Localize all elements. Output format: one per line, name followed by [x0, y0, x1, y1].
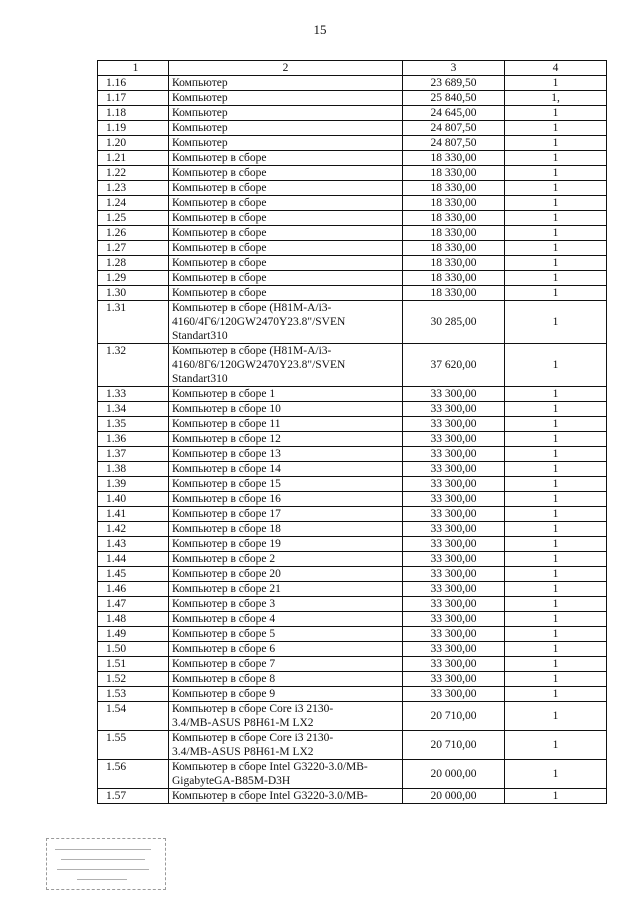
row-number-cell: 1.41 [98, 507, 169, 522]
page-number: 15 [313, 22, 327, 37]
table-row [98, 687, 607, 702]
quantity-cell: 1 [505, 672, 607, 687]
row-number-cell: 1.26 [98, 226, 169, 241]
table-row [98, 477, 607, 492]
item-name-cell: Компьютер в сборе 20 [169, 567, 403, 582]
row-number-cell: 1.44 [98, 552, 169, 567]
price-cell: 33 300,00 [403, 522, 505, 537]
table-row [98, 106, 607, 121]
quantity-cell: 1 [505, 627, 607, 642]
row-number-cell: 1.52 [98, 672, 169, 687]
table-row [98, 462, 607, 477]
price-cell: 24 645,00 [403, 106, 505, 121]
price-cell: 20 000,00 [403, 789, 505, 804]
column-header-4: 4 [505, 61, 607, 76]
table-row [98, 642, 607, 657]
price-cell: 33 300,00 [403, 582, 505, 597]
column-header-2: 2 [169, 61, 403, 76]
price-cell: 33 300,00 [403, 672, 505, 687]
row-number-cell: 1.23 [98, 181, 169, 196]
row-number-cell: 1.17 [98, 91, 169, 106]
row-number-cell: 1.40 [98, 492, 169, 507]
quantity-cell: 1 [505, 462, 607, 477]
quantity-cell: 1 [505, 537, 607, 552]
table-row [98, 612, 607, 627]
item-name-cell: Компьютер [169, 136, 403, 151]
table-row [98, 567, 607, 582]
item-name-cell: Компьютер в сборе [169, 181, 403, 196]
item-name-cell: Компьютер в сборе 9 [169, 687, 403, 702]
quantity-cell: 1 [505, 271, 607, 286]
price-cell: 33 300,00 [403, 687, 505, 702]
price-cell: 33 300,00 [403, 627, 505, 642]
price-cell: 33 300,00 [403, 657, 505, 672]
item-name-cell: Компьютер в сборе 12 [169, 432, 403, 447]
row-number-cell: 1.46 [98, 582, 169, 597]
price-cell: 33 300,00 [403, 432, 505, 447]
price-cell: 33 300,00 [403, 507, 505, 522]
row-number-cell: 1.57 [98, 789, 169, 804]
quantity-cell: 1 [505, 136, 607, 151]
row-number-cell: 1.21 [98, 151, 169, 166]
quantity-cell: 1 [505, 121, 607, 136]
row-number-cell: 1.49 [98, 627, 169, 642]
item-name-cell: Компьютер в сборе (H81M-A/i3- 4160/4Г6/120GW2470Y23.8"/SVEN Standart310 [169, 301, 403, 344]
quantity-cell: 1 [505, 196, 607, 211]
quantity-cell: 1 [505, 567, 607, 582]
row-number-cell: 1.53 [98, 687, 169, 702]
price-cell: 20 000,00 [403, 760, 505, 789]
row-number-cell: 1.45 [98, 567, 169, 582]
row-number-cell: 1.16 [98, 76, 169, 91]
table-row [98, 271, 607, 286]
price-cell: 24 807,50 [403, 136, 505, 151]
table-row [98, 196, 607, 211]
table-row [98, 702, 607, 731]
table-row [98, 136, 607, 151]
price-cell: 25 840,50 [403, 91, 505, 106]
item-name-cell: Компьютер в сборе 16 [169, 492, 403, 507]
item-name-cell: Компьютер в сборе 7 [169, 657, 403, 672]
item-name-cell: Компьютер в сборе 11 [169, 417, 403, 432]
price-cell: 23 689,50 [403, 76, 505, 91]
quantity-cell: 1 [505, 477, 607, 492]
price-cell: 18 330,00 [403, 211, 505, 226]
row-number-cell: 1.25 [98, 211, 169, 226]
row-number-cell: 1.48 [98, 612, 169, 627]
table-row [98, 151, 607, 166]
price-cell: 33 300,00 [403, 387, 505, 402]
item-name-cell: Компьютер в сборе Intel G3220-3.0/MB- GigabyteGA-B85M-D3H [169, 760, 403, 789]
price-cell: 33 300,00 [403, 417, 505, 432]
item-name-cell: Компьютер [169, 106, 403, 121]
column-header-3: 3 [403, 61, 505, 76]
item-name-cell: Компьютер в сборе 13 [169, 447, 403, 462]
price-cell: 33 300,00 [403, 567, 505, 582]
quantity-cell: 1, [505, 91, 607, 106]
item-name-cell: Компьютер в сборе [169, 256, 403, 271]
item-name-cell: Компьютер в сборе 3 [169, 597, 403, 612]
price-cell: 33 300,00 [403, 492, 505, 507]
quantity-cell: 1 [505, 226, 607, 241]
inventory-table [97, 60, 607, 804]
price-cell: 33 300,00 [403, 477, 505, 492]
row-number-cell: 1.34 [98, 402, 169, 417]
item-name-cell: Компьютер [169, 121, 403, 136]
price-cell: 18 330,00 [403, 286, 505, 301]
item-name-cell: Компьютер в сборе 10 [169, 402, 403, 417]
quantity-cell: 1 [505, 181, 607, 196]
row-number-cell: 1.39 [98, 477, 169, 492]
item-name-cell: Компьютер в сборе Core i3 2130- 3.4/MB-ASUS P8H61-M LX2 [169, 702, 403, 731]
table-row [98, 552, 607, 567]
price-cell: 18 330,00 [403, 166, 505, 181]
price-cell: 33 300,00 [403, 612, 505, 627]
table-row [98, 537, 607, 552]
price-cell: 18 330,00 [403, 241, 505, 256]
price-cell: 33 300,00 [403, 447, 505, 462]
quantity-cell: 1 [505, 106, 607, 121]
quantity-cell: 1 [505, 789, 607, 804]
table-row [98, 241, 607, 256]
item-name-cell: Компьютер в сборе 6 [169, 642, 403, 657]
quantity-cell: 1 [505, 642, 607, 657]
item-name-cell: Компьютер в сборе [169, 271, 403, 286]
quantity-cell: 1 [505, 522, 607, 537]
row-number-cell: 1.51 [98, 657, 169, 672]
quantity-cell: 1 [505, 151, 607, 166]
price-cell: 20 710,00 [403, 702, 505, 731]
table-row [98, 301, 607, 344]
item-name-cell: Компьютер [169, 91, 403, 106]
item-name-cell: Компьютер в сборе 5 [169, 627, 403, 642]
table-row [98, 597, 607, 612]
table-row [98, 731, 607, 760]
item-name-cell: Компьютер в сборе 14 [169, 462, 403, 477]
price-cell: 20 710,00 [403, 731, 505, 760]
item-name-cell: Компьютер в сборе [169, 241, 403, 256]
item-name-cell: Компьютер в сборе Core i3 2130- 3.4/MB-ASUS P8H61-M LX2 [169, 731, 403, 760]
item-name-cell: Компьютер в сборе [169, 226, 403, 241]
quantity-cell: 1 [505, 702, 607, 731]
item-name-cell: Компьютер в сборе [169, 196, 403, 211]
table-row [98, 344, 607, 387]
row-number-cell: 1.47 [98, 597, 169, 612]
table-row [98, 76, 607, 91]
price-cell: 24 807,50 [403, 121, 505, 136]
table-row [98, 226, 607, 241]
item-name-cell: Компьютер в сборе 2 [169, 552, 403, 567]
item-name-cell: Компьютер в сборе 15 [169, 477, 403, 492]
price-cell: 33 300,00 [403, 552, 505, 567]
faded-stamp [46, 838, 166, 890]
quantity-cell: 1 [505, 166, 607, 181]
item-name-cell: Компьютер в сборе [169, 211, 403, 226]
quantity-cell: 1 [505, 687, 607, 702]
price-cell: 18 330,00 [403, 226, 505, 241]
quantity-cell: 1 [505, 657, 607, 672]
table-row [98, 522, 607, 537]
item-name-cell: Компьютер в сборе 1 [169, 387, 403, 402]
table-row [98, 417, 607, 432]
row-number-cell: 1.56 [98, 760, 169, 789]
table-row [98, 402, 607, 417]
quantity-cell: 1 [505, 402, 607, 417]
table-row [98, 447, 607, 462]
table-row [98, 507, 607, 522]
price-cell: 18 330,00 [403, 256, 505, 271]
row-number-cell: 1.54 [98, 702, 169, 731]
row-number-cell: 1.20 [98, 136, 169, 151]
quantity-cell: 1 [505, 344, 607, 387]
row-number-cell: 1.22 [98, 166, 169, 181]
quantity-cell: 1 [505, 286, 607, 301]
price-cell: 18 330,00 [403, 151, 505, 166]
row-number-cell: 1.31 [98, 301, 169, 344]
row-number-cell: 1.28 [98, 256, 169, 271]
quantity-cell: 1 [505, 612, 607, 627]
table-row [98, 492, 607, 507]
quantity-cell: 1 [505, 597, 607, 612]
quantity-cell: 1 [505, 432, 607, 447]
quantity-cell: 1 [505, 507, 607, 522]
table-row [98, 387, 607, 402]
price-cell: 33 300,00 [403, 642, 505, 657]
row-number-cell: 1.43 [98, 537, 169, 552]
quantity-cell: 1 [505, 492, 607, 507]
item-name-cell: Компьютер в сборе 19 [169, 537, 403, 552]
quantity-cell: 1 [505, 731, 607, 760]
table-row [98, 211, 607, 226]
table-row [98, 627, 607, 642]
price-cell: 33 300,00 [403, 597, 505, 612]
quantity-cell: 1 [505, 301, 607, 344]
table-row [98, 432, 607, 447]
row-number-cell: 1.27 [98, 241, 169, 256]
item-name-cell: Компьютер [169, 76, 403, 91]
quantity-cell: 1 [505, 447, 607, 462]
item-name-cell: Компьютер в сборе 17 [169, 507, 403, 522]
price-cell: 33 300,00 [403, 402, 505, 417]
table-row [98, 672, 607, 687]
table-row [98, 789, 607, 804]
quantity-cell: 1 [505, 552, 607, 567]
price-cell: 18 330,00 [403, 271, 505, 286]
item-name-cell: Компьютер в сборе (H81M-A/i3- 4160/8Г6/120GW2470Y23.8"/SVEN Standart310 [169, 344, 403, 387]
price-cell: 37 620,00 [403, 344, 505, 387]
row-number-cell: 1.37 [98, 447, 169, 462]
row-number-cell: 1.29 [98, 271, 169, 286]
price-cell: 18 330,00 [403, 196, 505, 211]
table-row [98, 256, 607, 271]
row-number-cell: 1.18 [98, 106, 169, 121]
row-number-cell: 1.24 [98, 196, 169, 211]
item-name-cell: Компьютер в сборе 18 [169, 522, 403, 537]
item-name-cell: Компьютер в сборе [169, 286, 403, 301]
row-number-cell: 1.30 [98, 286, 169, 301]
table-row [98, 166, 607, 181]
column-header-1: 1 [98, 61, 169, 76]
quantity-cell: 1 [505, 417, 607, 432]
row-number-cell: 1.42 [98, 522, 169, 537]
quantity-cell: 1 [505, 387, 607, 402]
quantity-cell: 1 [505, 241, 607, 256]
row-number-cell: 1.50 [98, 642, 169, 657]
price-cell: 30 285,00 [403, 301, 505, 344]
item-name-cell: Компьютер в сборе 8 [169, 672, 403, 687]
price-cell: 33 300,00 [403, 537, 505, 552]
row-number-cell: 1.33 [98, 387, 169, 402]
quantity-cell: 1 [505, 256, 607, 271]
row-number-cell: 1.38 [98, 462, 169, 477]
table-row [98, 657, 607, 672]
row-number-cell: 1.36 [98, 432, 169, 447]
quantity-cell: 1 [505, 211, 607, 226]
item-name-cell: Компьютер в сборе [169, 166, 403, 181]
row-number-cell: 1.35 [98, 417, 169, 432]
table-body [98, 61, 607, 804]
quantity-cell: 1 [505, 76, 607, 91]
item-name-cell: Компьютер в сборе 21 [169, 582, 403, 597]
item-name-cell: Компьютер в сборе Intel G3220-3.0/MB- [169, 789, 403, 804]
price-cell: 33 300,00 [403, 462, 505, 477]
table-row [98, 582, 607, 597]
row-number-cell: 1.55 [98, 731, 169, 760]
table-row [98, 181, 607, 196]
price-cell: 18 330,00 [403, 181, 505, 196]
table-row [98, 121, 607, 136]
item-name-cell: Компьютер в сборе 4 [169, 612, 403, 627]
table-header-row [98, 61, 607, 76]
table-row [98, 760, 607, 789]
row-number-cell: 1.32 [98, 344, 169, 387]
quantity-cell: 1 [505, 582, 607, 597]
row-number-cell: 1.19 [98, 121, 169, 136]
table-row [98, 286, 607, 301]
quantity-cell: 1 [505, 760, 607, 789]
item-name-cell: Компьютер в сборе [169, 151, 403, 166]
table-row [98, 91, 607, 106]
